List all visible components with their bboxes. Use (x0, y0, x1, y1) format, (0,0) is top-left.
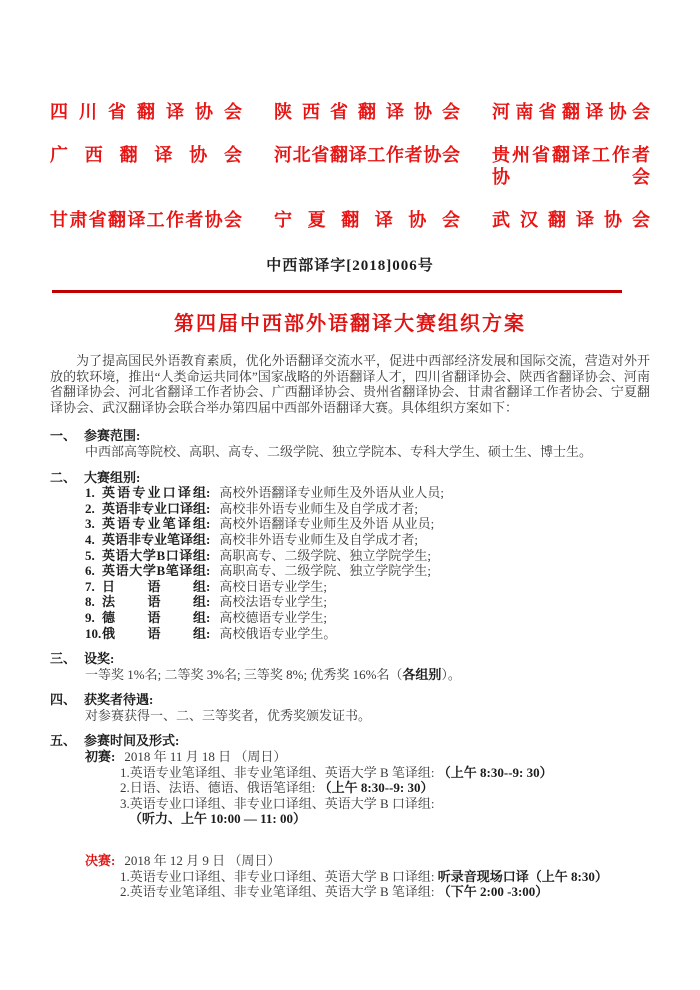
group-item-name: 法语组 (102, 594, 206, 610)
preliminary-round-row (85, 749, 650, 765)
association-name: 武汉翻译协会 (492, 210, 650, 230)
final-label: 决赛: (85, 853, 116, 869)
group-item-desc: 高校外语翻译专业师生及外语 从业员; (219, 516, 435, 532)
group-item-name: 英语大学B口译组 (102, 547, 206, 563)
group-item-name: 俄语组 (102, 625, 206, 641)
group-item-desc: 高校日语专业学生; (219, 578, 327, 594)
schedule-item-number: 3. (120, 795, 130, 811)
final-round-row (85, 853, 650, 869)
group-item (85, 626, 650, 642)
group-item (85, 563, 650, 579)
section-number: 一、 (50, 428, 77, 444)
group-item-number: 7. (85, 578, 95, 594)
group-item-desc: 高校德语专业学生; (219, 609, 327, 625)
schedule-item (120, 884, 650, 900)
schedule-item-text: 英语专业口译组、非专业口译组、英语大学 B 口译组: (129, 868, 435, 884)
group-item-number: 10. (85, 625, 102, 641)
group-item-colon: : (206, 578, 211, 594)
association-name: 甘肃省翻译工作者协会 (50, 210, 242, 230)
group-item-number: 6. (85, 563, 95, 579)
group-item-desc: 高校非外语专业师生及自学成才者; (219, 531, 418, 547)
group-item-name: 德语组 (102, 609, 206, 625)
page-title: 第四届中西部外语翻译大赛组织方案 (174, 313, 526, 335)
group-item (85, 501, 650, 517)
association-name: 广西翻译协会 (50, 145, 242, 165)
group-item-name: 日语组 (102, 578, 206, 594)
group-item-number: 9. (85, 609, 95, 625)
group-item-number: 4. (85, 531, 95, 547)
section-heading (50, 733, 650, 749)
schedule-item-text: 英语专业口译组、非专业口译组、英语大学 B 口译组: (129, 795, 435, 811)
group-item-number: 8. (85, 594, 95, 610)
schedule-item-time: （听力、上午 10:00 — 11: 00） (129, 811, 306, 827)
schedule-item (120, 780, 650, 796)
section-content: 中西部高等院校、高职、高专、二级学院、独立学院本、专科大学生、硕士生、博士生。 (85, 443, 593, 459)
group-item-number: 5. (85, 547, 95, 563)
section-heading (50, 692, 650, 708)
red-divider-rule (52, 290, 622, 293)
schedule-item-number: 2. (120, 884, 130, 900)
section-number: 四、 (50, 692, 77, 708)
awards-text: ）。 (441, 666, 461, 682)
group-item (85, 485, 650, 501)
schedule-item-time: 听录音现场口译（上午 8:30） (437, 868, 608, 884)
section-heading (50, 428, 650, 444)
doc-number: 中西部译字[2018]006号 (266, 258, 434, 274)
group-item-desc: 高职高专、二级学院、独立学院学生; (219, 547, 431, 563)
section-title: 参赛范围: (84, 428, 141, 444)
section-winner-treatment (50, 692, 650, 723)
schedule-item-number: 1. (120, 764, 130, 780)
association-name: 河南省翻译协会 (492, 102, 650, 122)
association-name: 宁夏翻译协会 (274, 210, 460, 230)
section-number: 二、 (50, 469, 77, 485)
group-item-name: 英语大学B笔译组 (102, 563, 206, 579)
schedule-item-text: 日语、法语、德语、俄语笔译组: (129, 780, 316, 796)
group-item-colon: : (206, 500, 211, 516)
association-name: 四川省翻译协会 (50, 102, 242, 122)
group-item (85, 532, 650, 548)
group-item-desc: 高校非外语专业师生及自学成才者; (219, 500, 418, 516)
section-content (85, 667, 650, 683)
section-number: 三、 (50, 651, 77, 667)
section-scope (50, 428, 650, 459)
section-schedule (50, 733, 650, 899)
group-item-desc: 高校俄语专业学生。 (219, 625, 337, 641)
group-item (85, 516, 650, 532)
section-heading (50, 651, 650, 667)
preliminary-label: 初赛: (85, 749, 116, 765)
group-item (85, 579, 650, 595)
schedule-item-number: 1. (120, 868, 130, 884)
schedule-item-time: （上午 8:30--9: 30） (318, 780, 434, 796)
group-item (85, 548, 650, 564)
group-item-name: 英语专业笔译组 (102, 516, 206, 532)
group-item-number: 2. (85, 500, 95, 516)
section-groups (50, 470, 650, 642)
group-item-colon: : (206, 594, 211, 610)
group-item-number: 3. (85, 516, 95, 532)
schedule-item (120, 869, 650, 885)
section-title: 设奖: (84, 651, 115, 667)
section-heading (50, 470, 650, 486)
section-content: 对参赛获得一、二、三等奖者，优秀奖颁发证书。 (85, 707, 372, 723)
group-item-colon: : (206, 625, 211, 641)
document-body (50, 353, 650, 900)
section-awards (50, 651, 650, 682)
group-item-number: 1. (85, 485, 95, 501)
association-header (50, 101, 650, 231)
group-item-colon: : (206, 563, 211, 579)
schedule-item-text: 英语专业笔译组、非专业笔译组、英语大学 B 笔译组: (129, 884, 435, 900)
group-item-colon: : (206, 531, 211, 547)
group-list (85, 485, 650, 641)
section-title: 大赛组别: (84, 469, 141, 485)
schedule-item-text: 英语专业笔译组、非专业笔译组、英语大学 B 笔译组: (129, 764, 435, 780)
group-item-desc: 高校法语专业学生; (219, 594, 327, 610)
group-item-colon: : (206, 485, 211, 501)
intro-paragraph: 为了提高国民外语教育素质，优化外语翻译交流水平，促进中西部经济发展和国际交流，营造对外开放的软环境，推出“人类命运共同体”国家战略的外语翻译人才，四川省翻译协会、陕西省翻译协会、河南省翻译协会、河北省翻译工作者协会、广西翻译协会、贵州省翻译协会、甘肃省翻译工作者协会、宁夏翻译协会、武汉翻译协会联合举办第四届中西部外语翻译大赛。具体组织方案如下： (50, 353, 650, 415)
preliminary-date: 2018 年 11 月 18 日 （周日） (124, 749, 287, 765)
group-item-colon: : (206, 547, 211, 563)
group-item-colon: : (206, 609, 211, 625)
group-item-name: 英语非专业笔译组 (102, 531, 207, 547)
section-title: 参赛时间及形式: (84, 733, 180, 749)
final-date: 2018 年 12 月 9 日 （周日） (124, 853, 281, 869)
association-name: 贵州省翻译工作者协会 (492, 145, 650, 187)
section-number: 五、 (50, 733, 77, 749)
group-item (85, 594, 650, 610)
schedule-item-time: （下午 2:00 -3:00） (437, 884, 549, 900)
group-item (85, 610, 650, 626)
schedule-item (120, 796, 650, 827)
awards-text-bold: 各组别 (402, 666, 442, 682)
group-item-desc: 高校外语翻译专业师生及外语从业人员; (219, 485, 444, 501)
awards-text: 一等奖 1%名; 二等奖 3%名; 三等奖 8%; 优秀奖 16%名（ (85, 666, 403, 682)
schedule-item (120, 765, 650, 781)
group-item-name: 英语非专业口译组 (102, 500, 207, 516)
section-title: 获奖者待遇: (84, 692, 154, 708)
group-item-name: 英语专业口译组 (102, 485, 206, 501)
schedule-item-time: （上午 8:30--9: 30） (437, 764, 553, 780)
group-item-desc: 高职高专、二级学院、独立学院学生; (219, 563, 431, 579)
schedule-item-number: 2. (120, 780, 130, 796)
group-item-colon: : (206, 516, 211, 532)
association-name: 陕西省翻译协会 (274, 102, 460, 122)
association-name: 河北省翻译工作者协会 (274, 145, 460, 165)
